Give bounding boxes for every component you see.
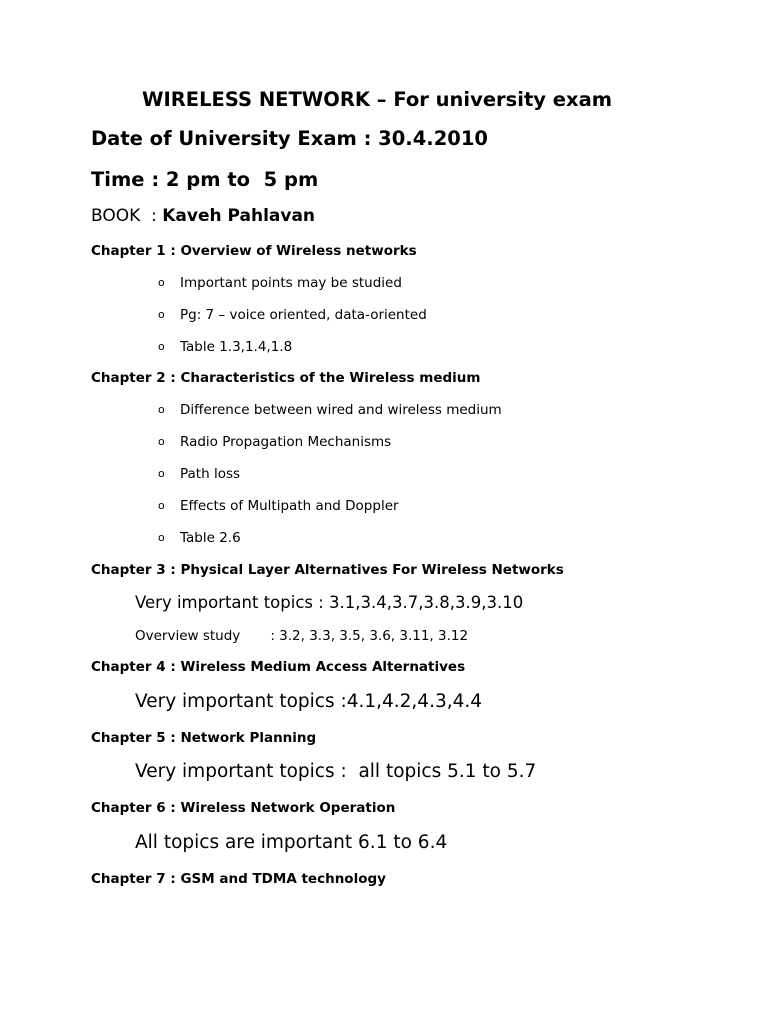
list-item — [158, 277, 402, 291]
list-item — [158, 341, 292, 355]
bullet-text: Path loss — [180, 466, 241, 482]
bullet-icon: o — [158, 435, 165, 448]
bullet-text: Radio Propagation Mechanisms — [180, 434, 392, 450]
chapter-5-heading: Chapter 5 : Network Planning — [91, 730, 317, 746]
bullet-icon: o — [158, 276, 165, 289]
bullet-text: Table 2.6 — [180, 530, 241, 546]
chapter-6-heading: Chapter 6 : Wireless Network Operation — [91, 800, 396, 816]
chapter-4-important-topics: Very important topics :4.1,4.2,4.3,4.4 — [135, 691, 483, 712]
list-item — [158, 532, 241, 546]
book-author: Kaveh Pahlavan — [162, 206, 316, 226]
bullet-text: Important points may be studied — [180, 275, 402, 291]
list-item — [158, 309, 427, 323]
exam-date: Date of University Exam : 30.4.2010 — [91, 127, 488, 150]
list-item — [158, 500, 399, 514]
chapter-3-overview-topics: Overview study : 3.2, 3.3, 3.5, 3.6, 3.11, 3.12 — [135, 628, 469, 644]
list-item — [158, 404, 502, 418]
bullet-text: Effects of Multipath and Doppler — [180, 498, 399, 514]
bullet-icon: o — [158, 531, 165, 544]
chapter-5-important-topics: Very important topics : all topics 5.1 to 5.7 — [135, 761, 537, 782]
chapter-3-heading: Chapter 3 : Physical Layer Alternatives For Wireless Networks — [91, 562, 564, 578]
bullet-text: Table 1.3,1.4,1.8 — [180, 339, 293, 355]
bullet-icon: o — [158, 467, 165, 480]
chapter-4-heading: Chapter 4 : Wireless Medium Access Alternatives — [91, 659, 466, 675]
bullet-icon: o — [158, 403, 165, 416]
chapter-7-heading: Chapter 7 : GSM and TDMA technology — [91, 871, 386, 887]
bullet-text: Pg: 7 – voice oriented, data-oriented — [180, 307, 427, 323]
bullet-text: Difference between wired and wireless medium — [180, 402, 502, 418]
document-title: WIRELESS NETWORK – For university exam — [142, 88, 613, 111]
chapter-6-important-topics: All topics are important 6.1 to 6.4 — [135, 832, 448, 853]
list-item — [158, 436, 391, 450]
list-item — [158, 468, 240, 482]
bullet-icon: o — [158, 499, 165, 512]
bullet-icon: o — [158, 340, 165, 353]
book-line — [91, 208, 315, 225]
exam-time: Time : 2 pm to 5 pm — [91, 168, 319, 191]
chapter-3-important-topics: Very important topics : 3.1,3.4,3.7,3.8,3.9,3.10 — [135, 593, 524, 612]
book-label: BOOK : — [91, 206, 163, 226]
chapter-2-heading: Chapter 2 : Characteristics of the Wireless medium — [91, 370, 481, 386]
chapter-1-heading: Chapter 1 : Overview of Wireless networks — [91, 243, 417, 259]
bullet-icon: o — [158, 308, 165, 321]
